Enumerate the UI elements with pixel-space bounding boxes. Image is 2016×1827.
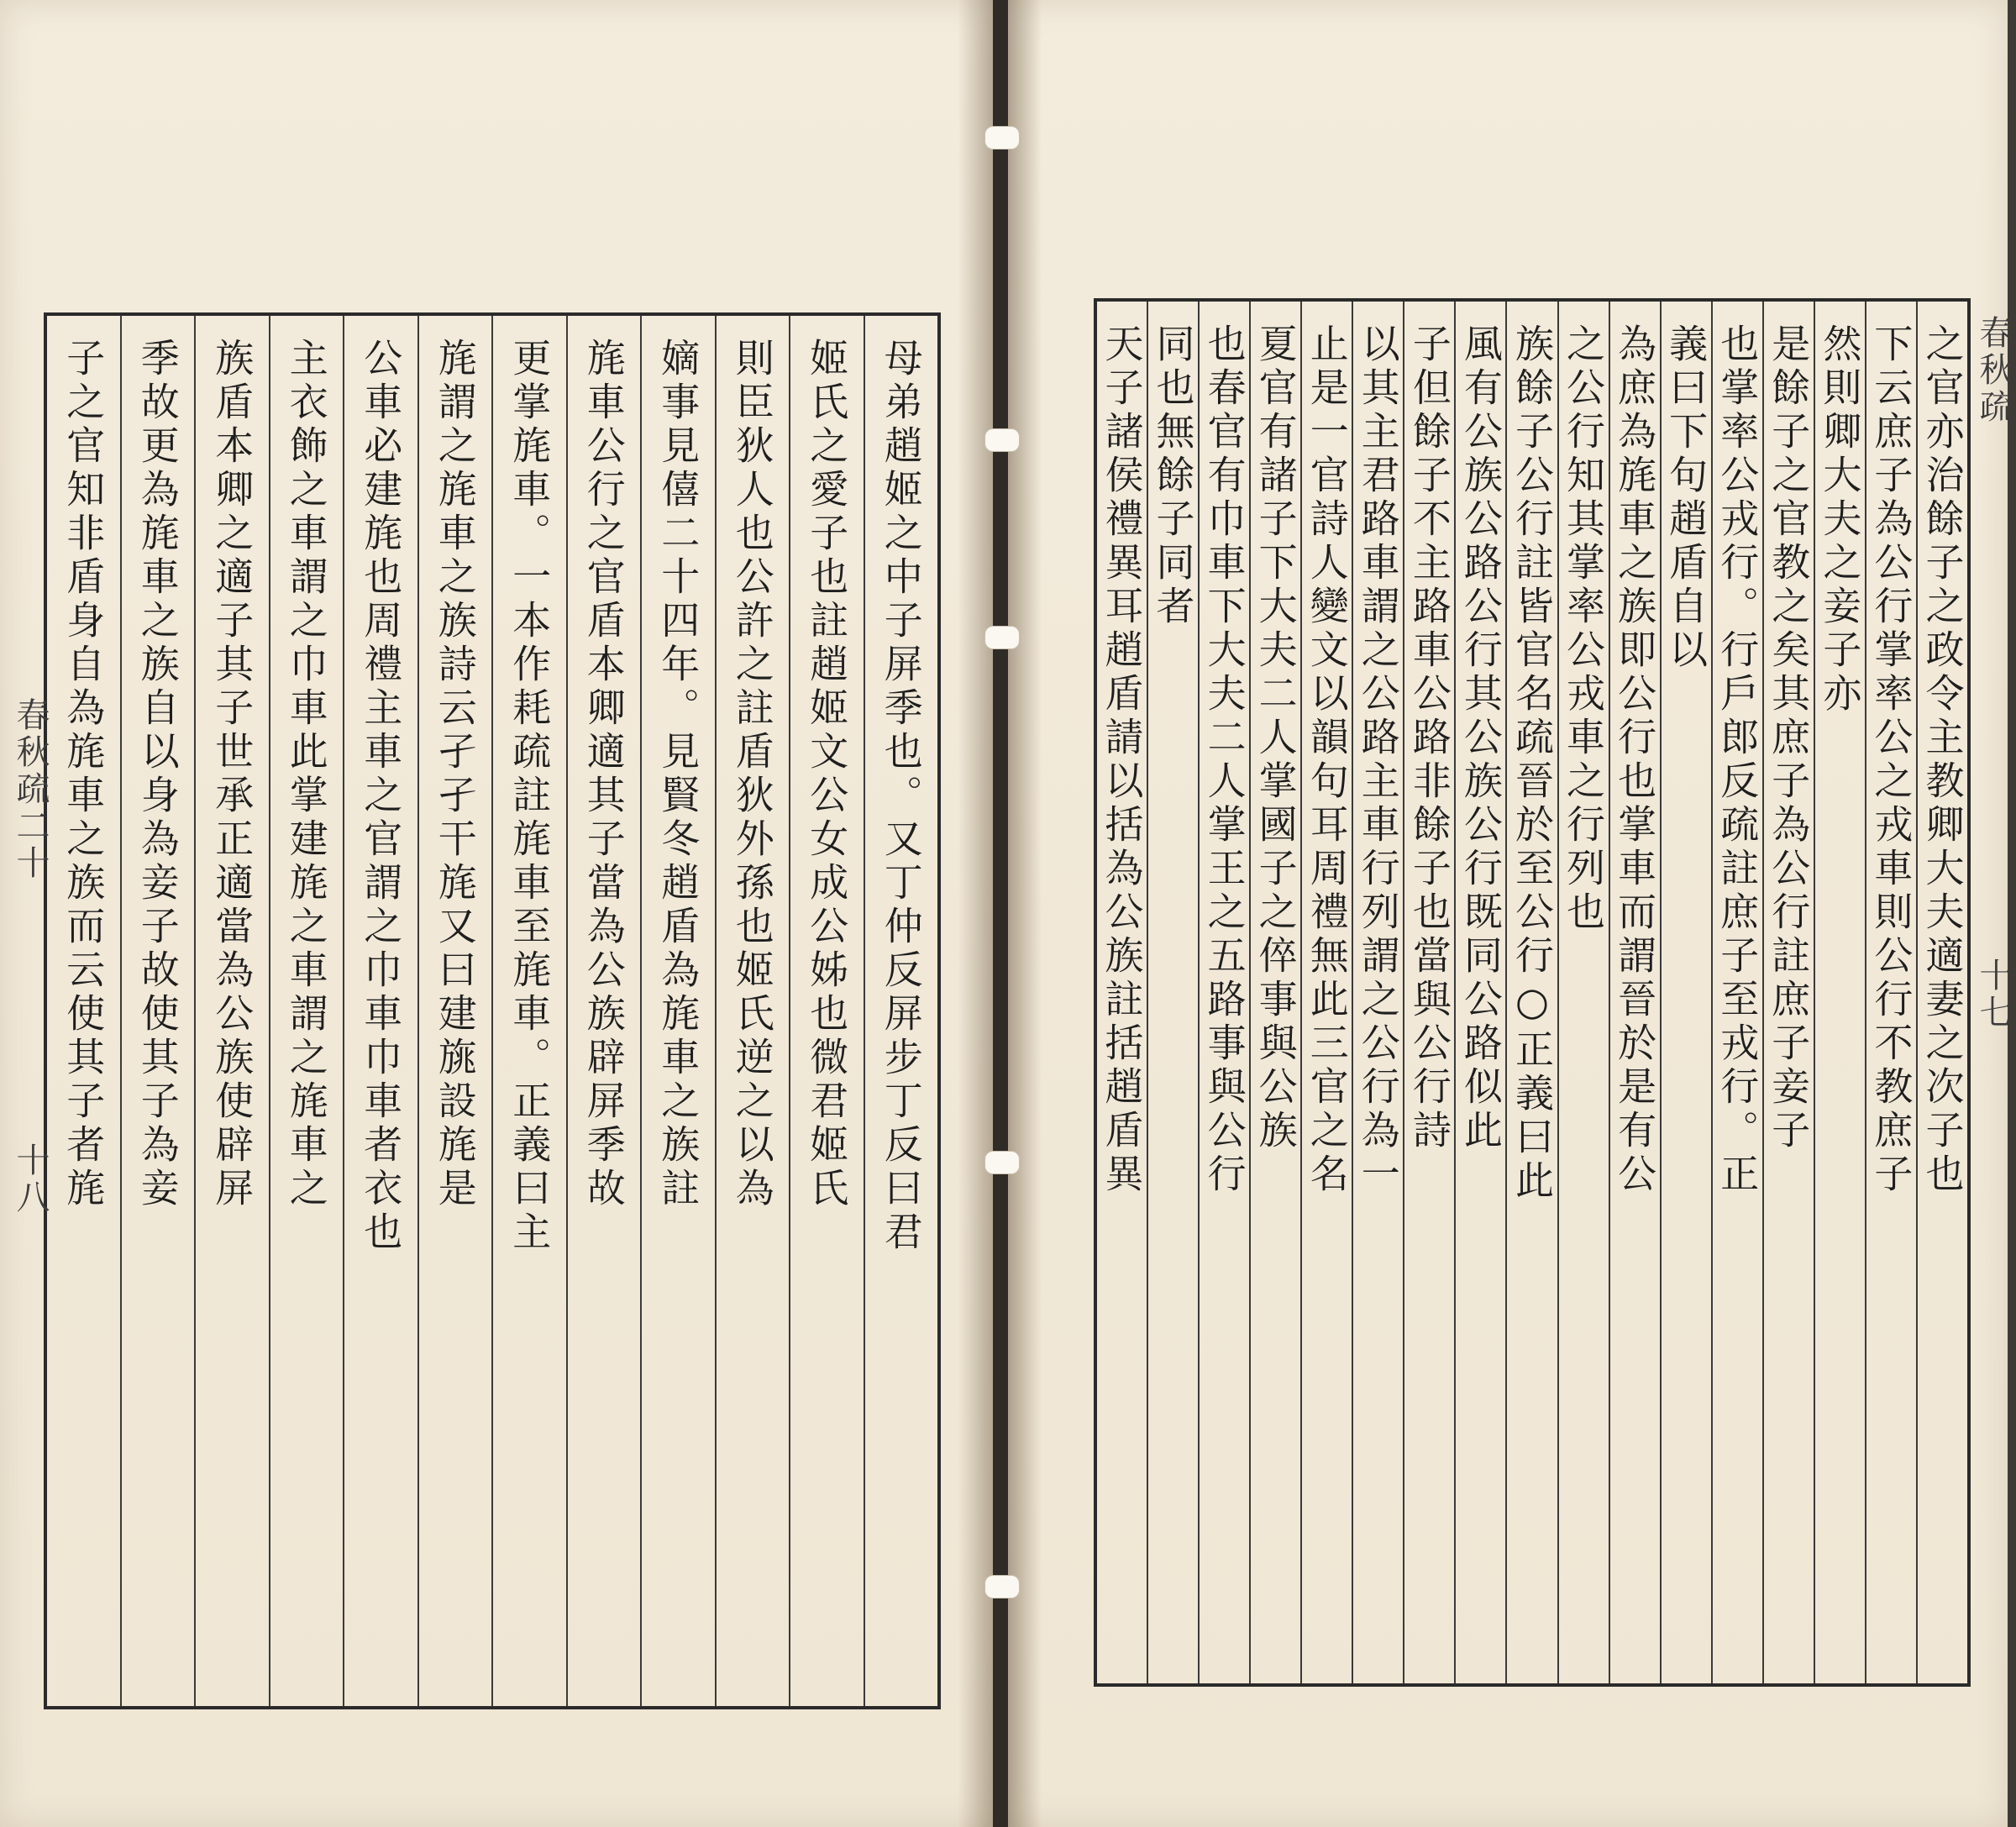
book-spine [993, 0, 1008, 1827]
text-column [1454, 302, 1505, 1683]
text-column [417, 316, 492, 1706]
column-text: 為庶為旄車之族即公行也掌車而謂晉於是有公 [1612, 323, 1658, 1197]
binding-thread [984, 1575, 1020, 1599]
column-text: 下云庶子為公行掌率公之戎車則公行不教庶子 [1868, 323, 1914, 1197]
text-column [1865, 302, 1916, 1683]
column-text: 旄謂之旄車之族詩云孑孑干旄又曰建旐設旄是 [432, 338, 478, 1211]
right-margin-folio: 十七 [1974, 958, 2013, 1032]
text-column [1097, 302, 1147, 1683]
column-text: 義曰下句趙盾自以 [1663, 323, 1709, 673]
column-text: 旄車公行之官盾本卿適其子當為公族辟屏季故 [580, 338, 627, 1211]
text-column [491, 316, 566, 1706]
binding-thread [984, 428, 1020, 452]
left-gutter-shadow [958, 0, 993, 1827]
column-text: 以其主君路車謂之公路主車行列謂之公行為一 [1355, 323, 1401, 1197]
text-column [1916, 302, 1967, 1683]
column-text: 之公行知其掌率公戎車之行列也 [1561, 323, 1607, 935]
text-column [789, 316, 864, 1706]
left-margin-folio: 十八 [11, 1142, 50, 1216]
text-column [864, 316, 938, 1706]
text-column [1814, 302, 1865, 1683]
column-text: 是餘子之官教之矣其庶子為公行註庶子妾子 [1766, 323, 1812, 1153]
text-column [1711, 302, 1762, 1683]
text-column [269, 316, 344, 1706]
text-column [1300, 302, 1352, 1683]
right-text-frame [1094, 298, 1971, 1687]
text-column [1198, 302, 1249, 1683]
binding-thread [984, 1151, 1020, 1174]
column-text: 公車必建旄也周禮主車之官謂之巾車巾車者衣也 [358, 338, 404, 1255]
column-text: 子之官知非盾身自為旄車之族而云使其子者旄 [60, 338, 107, 1211]
column-text: 母弟趙姬之中子屏季也。又丁仲反屏步丁反曰君 [878, 338, 924, 1255]
column-text: 風有公族公路公行其公族公行既同公路似此 [1457, 323, 1504, 1153]
text-column [1147, 302, 1198, 1683]
column-text: 之官亦治餘子之政令主教卿大夫適妻之次子也 [1919, 323, 1966, 1197]
column-text: 更掌旄車。一本作耗疏註旄車至旄車。正義曰主 [507, 338, 553, 1255]
column-text: 夏官有諸子下大夫二人掌國子之倅事與公族 [1252, 323, 1299, 1153]
column-text: 則臣狄人也公許之註盾狄外孫也姬氏逆之以為 [729, 338, 775, 1211]
text-column [1249, 302, 1300, 1683]
right-margin-title: 春秋疏 [1974, 315, 2013, 426]
text-column [1557, 302, 1609, 1683]
column-text: 天子諸侯禮異耳趙盾請以括為公族註括趙盾異 [1099, 323, 1145, 1197]
text-column [1403, 302, 1454, 1683]
text-column [1505, 302, 1557, 1683]
left-text-frame [44, 312, 941, 1709]
column-text: 然則卿大夫之妾子亦 [1817, 323, 1863, 717]
column-text: 止是一官詩人變文以韻句耳周禮無此三官之名 [1304, 323, 1350, 1197]
column-text: 子但餘子不主路車公路非餘子也當與公行詩 [1406, 323, 1452, 1153]
text-column [566, 316, 641, 1706]
text-column [47, 316, 120, 1706]
text-column [1352, 302, 1403, 1683]
right-gutter-shadow [1008, 0, 1042, 1827]
text-column [194, 316, 269, 1706]
column-text: 同也無餘子同者 [1150, 323, 1196, 629]
text-column [715, 316, 790, 1706]
text-column [1762, 302, 1814, 1683]
text-column [1609, 302, 1660, 1683]
left-margin-title: 春秋疏二十 [11, 697, 50, 882]
column-text: 季故更為旄車之族自以身為妾子故使其子為妾 [134, 338, 181, 1211]
column-text: 族餘子公行註皆官名疏晉於至公行○正義曰此 [1509, 323, 1555, 1204]
column-text: 也掌率公戎行。行戶郎反疏註庶子至戎行。正 [1714, 323, 1761, 1197]
text-column [1660, 302, 1711, 1683]
column-text: 也春官有巾車下大夫二人掌王之五路事與公行 [1201, 323, 1247, 1197]
column-text: 主衣飾之車謂之巾車此掌建旄之車謂之旄車之 [283, 338, 329, 1211]
text-column [343, 316, 417, 1706]
text-column [640, 316, 715, 1706]
column-text: 姬氏之愛子也註趙姬文公女成公姊也微君姬氏 [804, 338, 850, 1211]
binding-thread [984, 126, 1020, 150]
binding-thread [984, 626, 1020, 649]
text-column [120, 316, 195, 1706]
column-text: 嫡事見僖二十四年。見賢冬趙盾為旄車之族註 [655, 338, 701, 1211]
column-text: 族盾本卿之適子其子世承正適當為公族使辟屏 [209, 338, 255, 1211]
